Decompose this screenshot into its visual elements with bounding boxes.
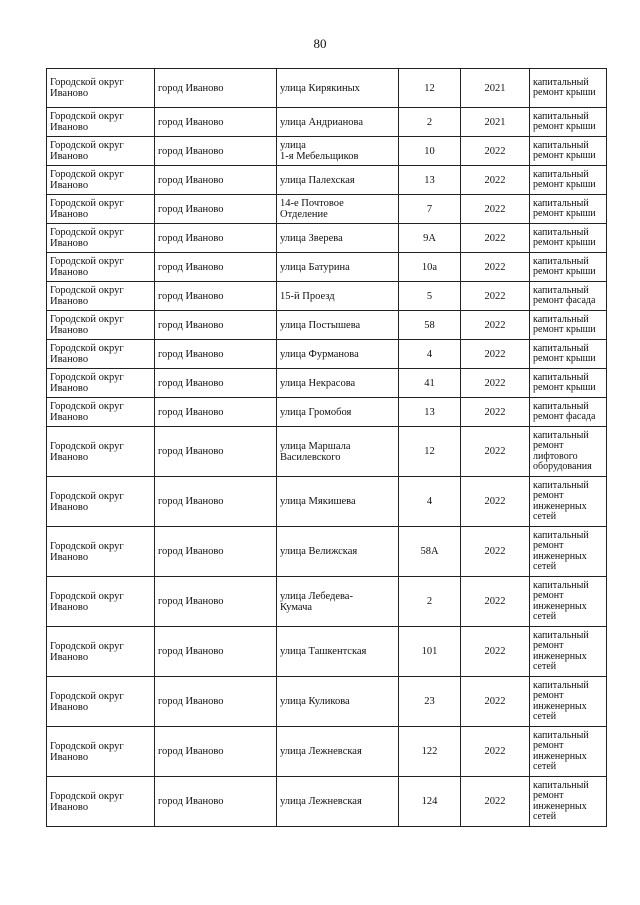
municipality-cell: Городской округ Иваново [47,627,155,677]
work-type-cell: капитальный ремонт фасада [530,398,607,427]
repair-registry-table [46,68,607,827]
street-cell: улица Кирякиных [277,69,399,108]
work-type-cell: капитальный ремонт крыши [530,340,607,369]
work-type-cell: капитальный ремонт инженерных сетей [530,577,607,627]
house-number-cell: 7 [399,195,461,224]
street-cell: улица Палехская [277,166,399,195]
page-number: 80 [313,36,327,51]
work-type-cell: капитальный ремонт крыши [530,195,607,224]
city-cell: город Иваново [155,627,277,677]
municipality-cell: Городской округ Иваново [47,477,155,527]
municipality-cell: Городской округ Иваново [47,727,155,777]
table-row [47,69,607,108]
city-cell: город Иваново [155,340,277,369]
municipality-cell: Городской округ Иваново [47,340,155,369]
city-cell: город Иваново [155,195,277,224]
street-cell: 15-й Проезд [277,282,399,311]
year-cell: 2022 [461,282,530,311]
work-type-cell: капитальный ремонт крыши [530,166,607,195]
house-number-cell: 10 [399,137,461,166]
street-cell: улица Лежневская [277,727,399,777]
table-row [47,677,607,727]
street-cell: улица Андрианова [277,108,399,137]
house-number-cell: 58А [399,527,461,577]
year-cell: 2022 [461,577,530,627]
work-type-cell: капитальный ремонт инженерных сетей [530,477,607,527]
table-row [47,108,607,137]
table-row [47,166,607,195]
street-cell: улица Маршала Василевского [277,427,399,477]
city-cell: город Иваново [155,527,277,577]
city-cell: город Иваново [155,477,277,527]
year-cell: 2022 [461,224,530,253]
street-cell: улица Фурманова [277,340,399,369]
house-number-cell: 23 [399,677,461,727]
table-row [47,340,607,369]
house-number-cell: 124 [399,777,461,827]
municipality-cell: Городской округ Иваново [47,311,155,340]
municipality-cell: Городской округ Иваново [47,427,155,477]
municipality-cell: Городской округ Иваново [47,69,155,108]
year-cell: 2022 [461,195,530,224]
municipality-cell: Городской округ Иваново [47,398,155,427]
year-cell: 2022 [461,398,530,427]
house-number-cell: 4 [399,477,461,527]
table-row [47,477,607,527]
house-number-cell: 13 [399,398,461,427]
municipality-cell: Городской округ Иваново [47,166,155,195]
city-cell: город Иваново [155,108,277,137]
year-cell: 2022 [461,427,530,477]
street-cell: улица Зверева [277,224,399,253]
work-type-cell: капитальный ремонт инженерных сетей [530,727,607,777]
year-cell: 2022 [461,311,530,340]
house-number-cell: 13 [399,166,461,195]
work-type-cell: капитальный ремонт крыши [530,311,607,340]
year-cell: 2022 [461,677,530,727]
city-cell: город Иваново [155,137,277,166]
house-number-cell: 4 [399,340,461,369]
house-number-cell: 9А [399,224,461,253]
table-row [47,527,607,577]
table-row [47,224,607,253]
city-cell: город Иваново [155,282,277,311]
work-type-cell: капитальный ремонт лифтового оборудования [530,427,607,477]
work-type-cell: капитальный ремонт инженерных сетей [530,677,607,727]
city-cell: город Иваново [155,677,277,727]
street-cell: улица 1-я Мебельщиков [277,137,399,166]
table-row [47,627,607,677]
municipality-cell: Городской округ Иваново [47,777,155,827]
street-cell: улица Батурина [277,253,399,282]
street-cell: улица Лебедева- Кумача [277,577,399,627]
city-cell: город Иваново [155,777,277,827]
street-cell: улица Постышева [277,311,399,340]
municipality-cell: Городской округ Иваново [47,577,155,627]
table-row [47,195,607,224]
municipality-cell: Городской округ Иваново [47,282,155,311]
work-type-cell: капитальный ремонт крыши [530,224,607,253]
year-cell: 2022 [461,369,530,398]
city-cell: город Иваново [155,398,277,427]
city-cell: город Иваново [155,427,277,477]
table-row [47,369,607,398]
city-cell: город Иваново [155,69,277,108]
year-cell: 2022 [461,527,530,577]
municipality-cell: Городской округ Иваново [47,677,155,727]
street-cell: улица Мякишева [277,477,399,527]
year-cell: 2022 [461,777,530,827]
table-body [47,69,607,827]
street-cell: улица Громобоя [277,398,399,427]
municipality-cell: Городской округ Иваново [47,369,155,398]
year-cell: 2021 [461,108,530,137]
house-number-cell: 122 [399,727,461,777]
work-type-cell: капитальный ремонт инженерных сетей [530,627,607,677]
work-type-cell: капитальный ремонт инженерных сетей [530,777,607,827]
house-number-cell: 10а [399,253,461,282]
municipality-cell: Городской округ Иваново [47,253,155,282]
table-row [47,137,607,166]
house-number-cell: 101 [399,627,461,677]
work-type-cell: капитальный ремонт крыши [530,69,607,108]
table-row [47,727,607,777]
work-type-cell: капитальный ремонт крыши [530,137,607,166]
street-cell: 14-е Почтовое Отделение [277,195,399,224]
table-row [47,777,607,827]
house-number-cell: 2 [399,577,461,627]
year-cell: 2022 [461,477,530,527]
work-type-cell: капитальный ремонт крыши [530,369,607,398]
street-cell: улица Некрасова [277,369,399,398]
house-number-cell: 2 [399,108,461,137]
year-cell: 2021 [461,69,530,108]
street-cell: улица Куликова [277,677,399,727]
house-number-cell: 12 [399,427,461,477]
table-row [47,311,607,340]
house-number-cell: 41 [399,369,461,398]
work-type-cell: капитальный ремонт инженерных сетей [530,527,607,577]
city-cell: город Иваново [155,224,277,253]
table-row [47,253,607,282]
house-number-cell: 5 [399,282,461,311]
municipality-cell: Городской округ Иваново [47,108,155,137]
municipality-cell: Городской округ Иваново [47,195,155,224]
city-cell: город Иваново [155,311,277,340]
year-cell: 2022 [461,137,530,166]
house-number-cell: 12 [399,69,461,108]
street-cell: улица Лежневская [277,777,399,827]
work-type-cell: капитальный ремонт крыши [530,108,607,137]
table-row [47,282,607,311]
house-number-cell: 58 [399,311,461,340]
street-cell: улица Велижская [277,527,399,577]
city-cell: город Иваново [155,369,277,398]
city-cell: город Иваново [155,727,277,777]
street-cell: улица Ташкентская [277,627,399,677]
table-row [47,577,607,627]
year-cell: 2022 [461,166,530,195]
year-cell: 2022 [461,627,530,677]
work-type-cell: капитальный ремонт фасада [530,282,607,311]
city-cell: город Иваново [155,577,277,627]
municipality-cell: Городской округ Иваново [47,527,155,577]
year-cell: 2022 [461,253,530,282]
city-cell: город Иваново [155,166,277,195]
city-cell: город Иваново [155,253,277,282]
year-cell: 2022 [461,340,530,369]
table-row [47,398,607,427]
work-type-cell: капитальный ремонт крыши [530,253,607,282]
municipality-cell: Городской округ Иваново [47,137,155,166]
table-row [47,427,607,477]
municipality-cell: Городской округ Иваново [47,224,155,253]
year-cell: 2022 [461,727,530,777]
